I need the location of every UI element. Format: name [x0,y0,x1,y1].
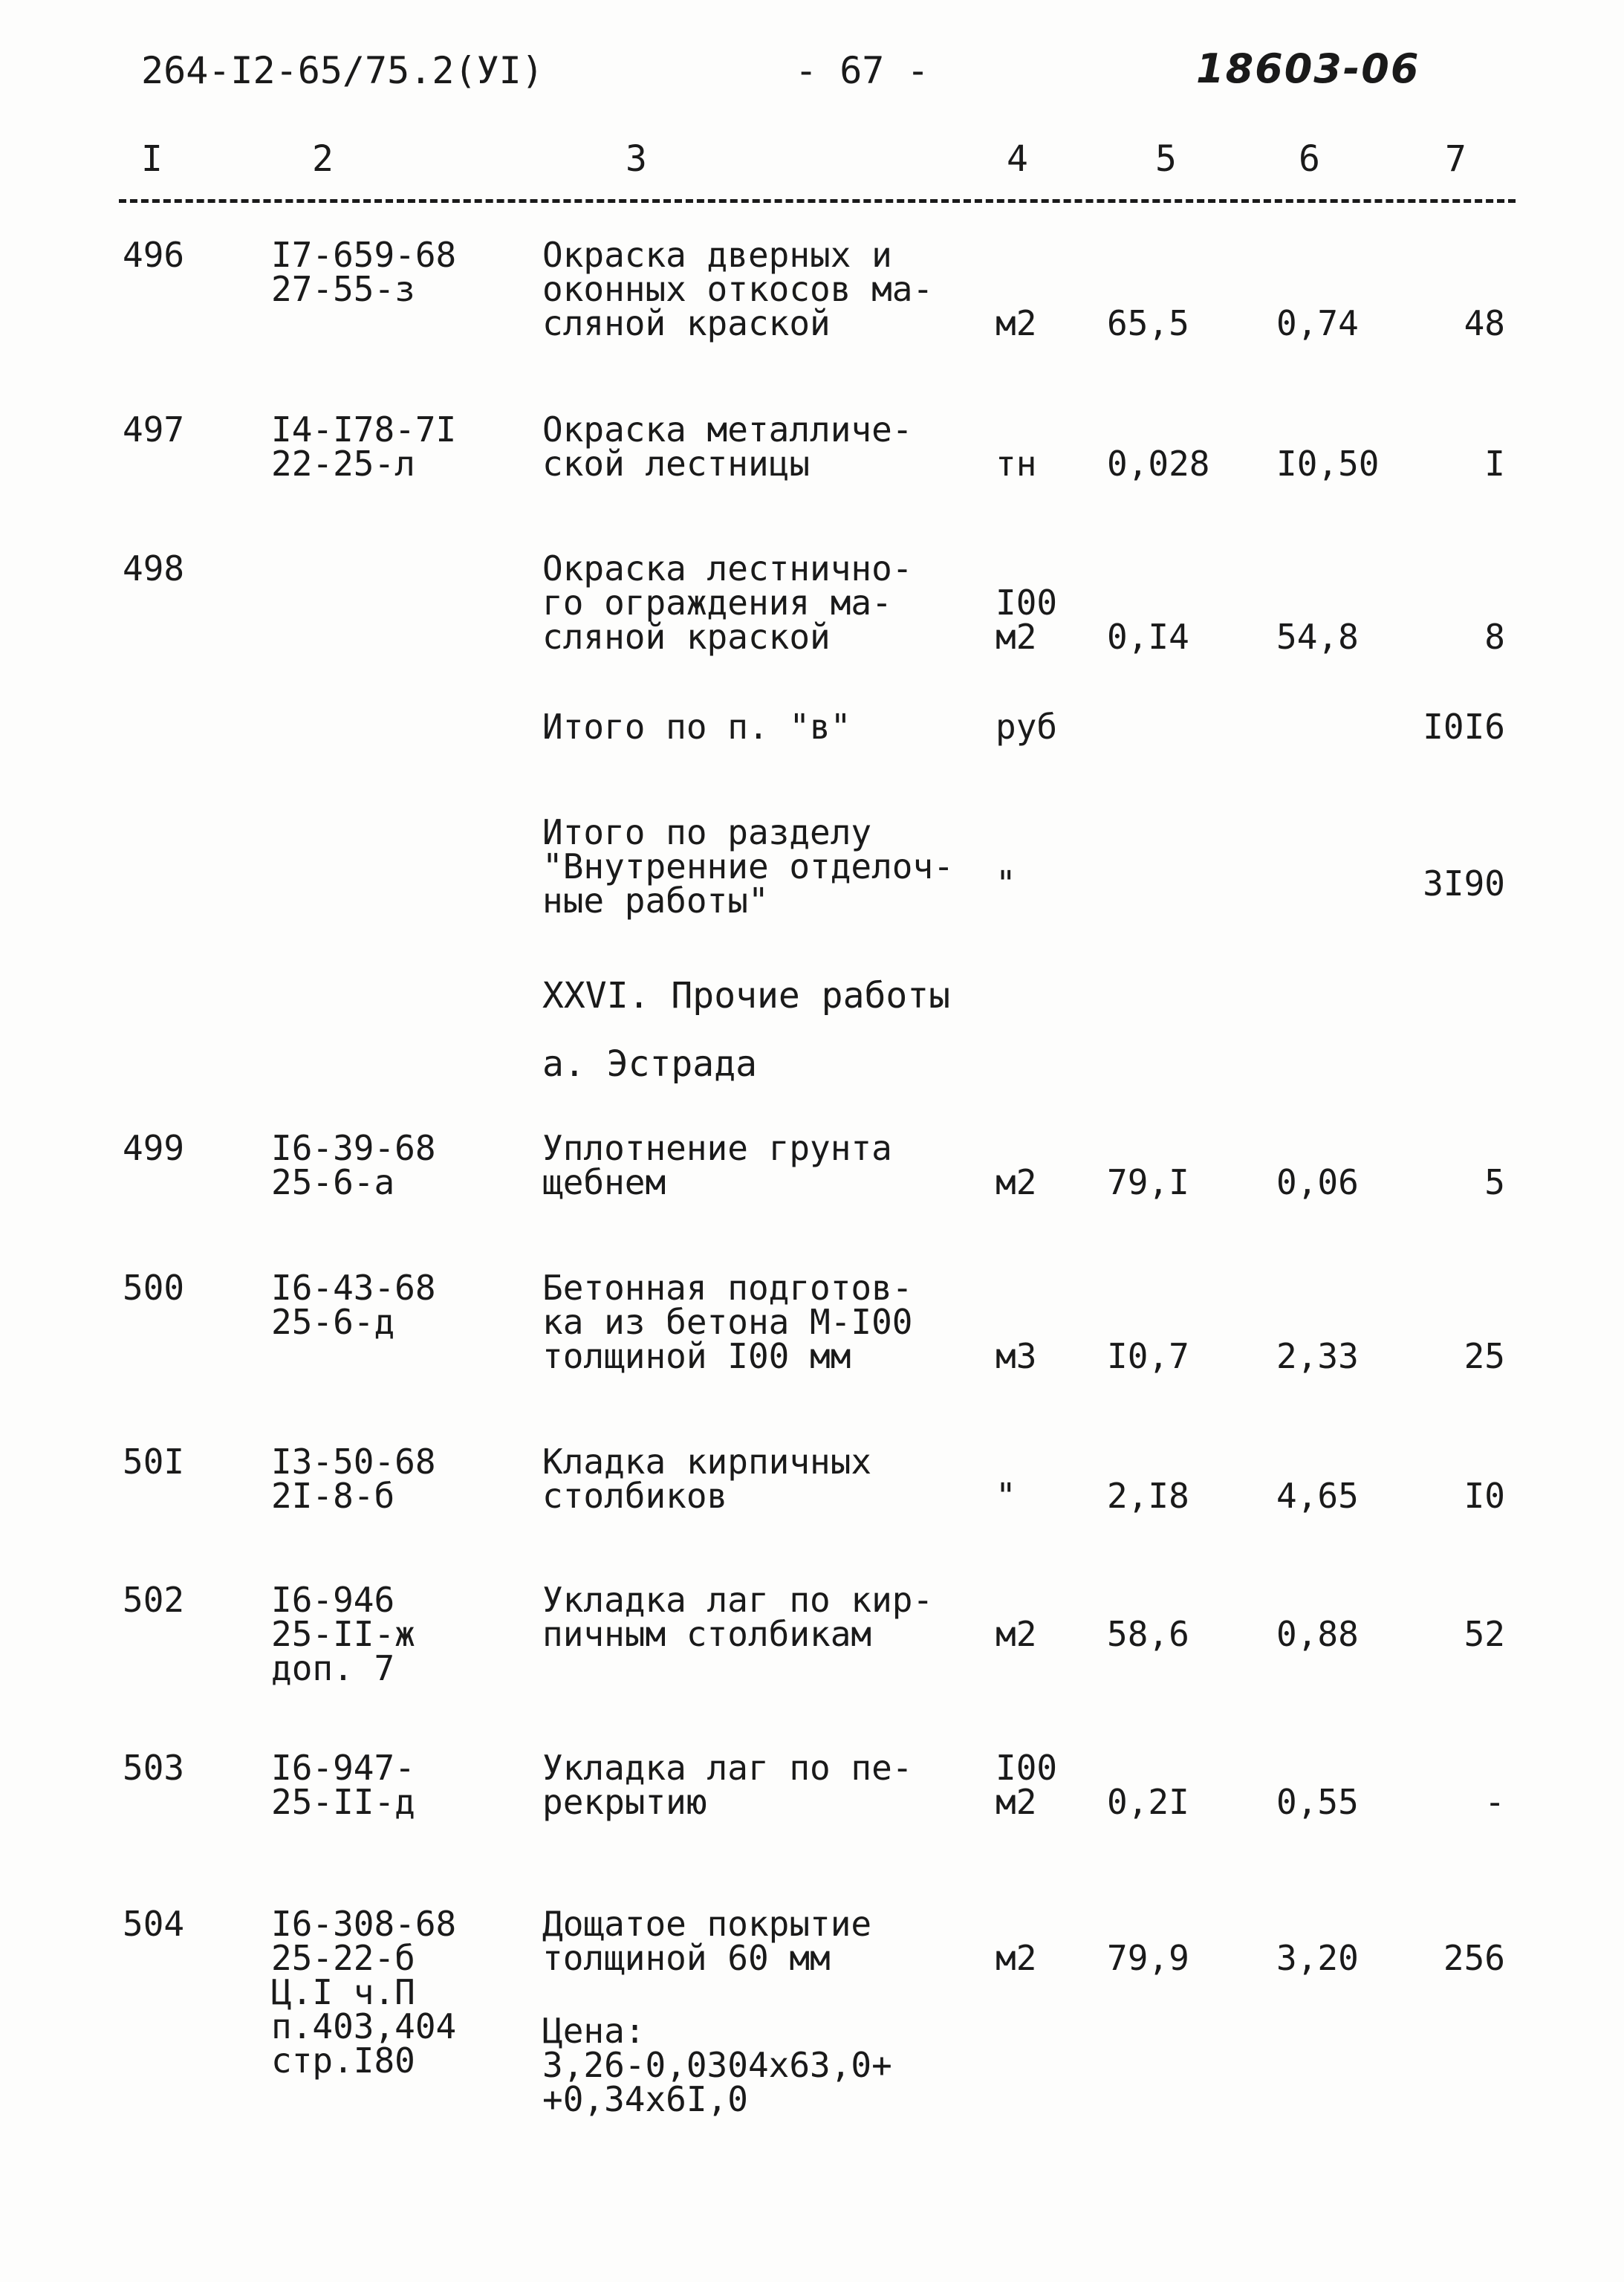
row-497-total: I [1484,444,1505,484]
row-498-description: Окраска лестнично- го ограждения ма- сляной краской [542,548,913,657]
row-504-price-note: Цена: 3,26-0,0304x63,0+ +0,34x6I,0 [542,2011,892,2119]
row-502-quantity: 58,6 [1107,1614,1189,1654]
row-504-quantity: 79,9 [1107,1938,1189,1978]
row-502-unit: м2 [995,1614,1037,1654]
row-502-total: 52 [1464,1614,1505,1654]
row-500-quantity: I0,7 [1107,1336,1189,1376]
row-503-number: 503 [123,1748,185,1788]
row-500-unit-price: 2,33 [1276,1336,1359,1376]
row-502-code: I6-946 25-II-ж доп. 7 [271,1580,415,1688]
row-504-number: 504 [123,1904,185,1944]
column-number-2: 2 [312,138,334,180]
row-503-total: - [1484,1782,1505,1822]
row-499-unit: м2 [995,1162,1037,1202]
row-502-description: Укладка лаг по кир- пичным столбикам [542,1580,934,1654]
row-497-quantity: 0,028 [1107,444,1210,484]
row-501-total: I0 [1464,1476,1505,1516]
row-500-total: 25 [1464,1336,1505,1376]
row-496-description: Окраска дверных и оконных откосов ма- сляной краской [542,235,934,343]
row-501-number: 50I [123,1442,185,1482]
row-501-code: I3-50-68 2I-8-б [271,1442,436,1516]
row-500-unit: м3 [995,1336,1037,1376]
row-502-unit-price: 0,88 [1276,1614,1359,1654]
subtotal-section-total: 3I90 [1423,863,1505,904]
subtotal-section-label: Итого по разделу "Внутренние отделоч- ные работы" [542,812,954,921]
subtotal-item-v-label: Итого по п. "в" [542,707,851,747]
subtotal-section-unit: " [995,863,1016,904]
column-number-5: 5 [1155,138,1177,180]
row-497-number: 497 [123,409,185,450]
row-496-unit: м2 [995,303,1037,343]
row-504-description: Дощатое покрытие толщиной 60 мм [542,1904,872,1978]
row-504-unit-price: 3,20 [1276,1938,1359,1978]
row-504-total: 256 [1443,1938,1505,1978]
section-heading: XXVI. Прочие работы [542,975,951,1017]
row-499-unit-price: 0,06 [1276,1162,1359,1202]
row-498-unit: I00 м2 [995,583,1058,657]
row-496-unit-price: 0,74 [1276,303,1359,343]
subsection-heading: а. Эстрада [542,1043,757,1085]
row-501-description: Кладка кирпичных столбиков [542,1442,872,1516]
row-497-description: Окраска металличе- ской лестницы [542,409,913,484]
column-number-7: 7 [1445,138,1467,180]
column-number-1: I [141,138,163,180]
row-502-number: 502 [123,1580,185,1620]
row-500-number: 500 [123,1268,185,1308]
row-498-total: 8 [1484,617,1505,657]
row-504-unit: м2 [995,1938,1037,1978]
row-504-code: I6-308-68 25-22-б Ц.I ч.П п.403,404 стр.I80 [271,1904,457,2081]
subtotal-item-v-unit: руб [995,707,1058,747]
row-503-code: I6-947- 25-II-д [271,1748,415,1822]
row-497-code: I4-I78-7I 22-25-л [271,409,457,484]
row-496-quantity: 65,5 [1107,303,1189,343]
row-503-quantity: 0,2I [1107,1782,1189,1822]
document-code: 264-I2-65/75.2(УI) [141,49,544,92]
row-498-quantity: 0,I4 [1107,617,1189,657]
row-503-unit: I00 м2 [995,1748,1058,1822]
row-499-code: I6-39-68 25-6-а [271,1128,436,1202]
row-496-code: I7-659-68 27-55-з [271,235,457,309]
row-499-total: 5 [1484,1162,1505,1202]
row-501-unit: " [995,1476,1016,1516]
column-number-6: 6 [1299,138,1320,180]
row-501-unit-price: 4,65 [1276,1476,1359,1516]
row-501-quantity: 2,I8 [1107,1476,1189,1516]
row-499-quantity: 79,I [1107,1162,1189,1202]
column-number-3: 3 [626,138,647,180]
row-496-total: 48 [1464,303,1505,343]
page-number: - 67 - [795,49,929,92]
row-497-unit: тн [995,444,1037,484]
row-497-unit-price: I0,50 [1276,444,1380,484]
row-503-description: Укладка лаг по пе- рекрытию [542,1748,913,1822]
row-499-number: 499 [123,1128,185,1168]
row-498-unit-price: 54,8 [1276,617,1359,657]
row-500-description: Бетонная подготов- ка из бетона М-I00 толщиной I00 мм [542,1268,913,1376]
row-503-unit-price: 0,55 [1276,1782,1359,1822]
subtotal-item-v-total: I0I6 [1423,707,1505,747]
header-divider [119,199,1516,203]
row-500-code: I6-43-68 25-6-д [271,1268,436,1342]
inventory-stamp: 18603-06 [1196,45,1420,92]
row-499-description: Уплотнение грунта щебнем [542,1128,892,1202]
row-496-number: 496 [123,235,185,275]
column-number-4: 4 [1007,138,1028,180]
row-498-number: 498 [123,548,185,589]
